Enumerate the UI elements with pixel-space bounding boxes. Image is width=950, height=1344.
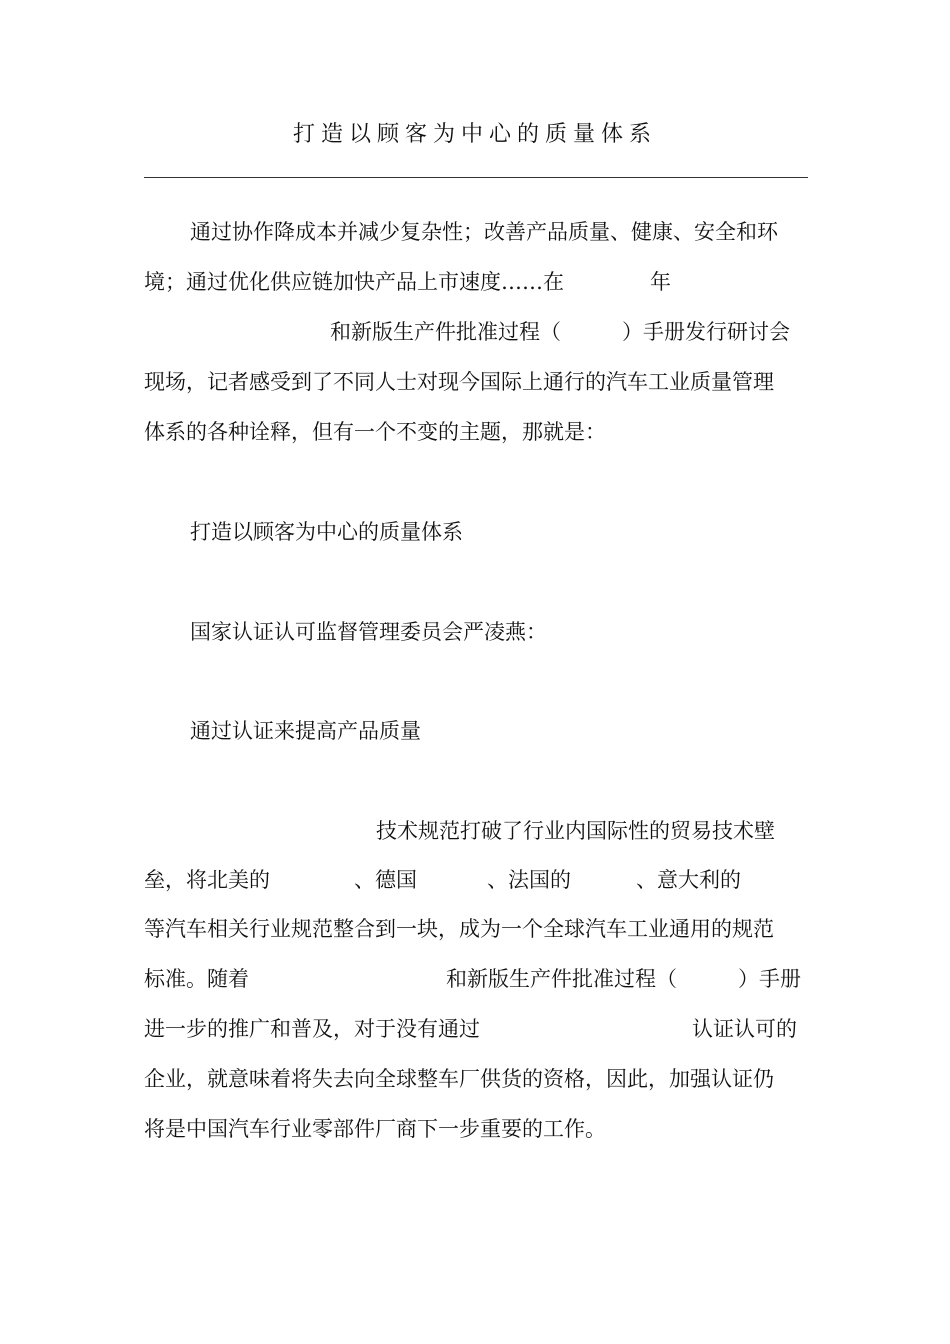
body-line-4b: 和新版生产件批准过程（ [446,967,677,991]
speaker-label: 国家认证认可监督管理委员会严凌燕： [190,620,547,644]
body-line-5a: 进一步的推广和普及，对于没有通过 [144,1017,480,1041]
intro-line-5: 体系的各种诠释，但有一个不变的主题，那就是： [144,420,606,444]
body-line-2d: 、意大利的 [636,868,741,892]
body-line-7: 将是中国汽车行业零部件厂商下一步重要的工作。 [144,1117,606,1141]
document-title: 打造以顾客为中心的质量体系 [292,122,657,147]
body-line-2c: 、法国的 [487,868,571,892]
body-line-4c: ）手册 [738,967,801,991]
intro-line-3a: 和新版生产件批准过程（ [330,320,561,344]
intro-line-1: 通过协作降成本并减少复杂性；改善产品质量、健康、安全和环 [190,220,778,244]
body-line-2b: 、德国 [354,868,417,892]
title-divider [144,177,808,178]
intro-line-2a: 境；通过优化供应链加快产品上市速度……在 [144,270,564,294]
section-heading-1: 打造以顾客为中心的质量体系 [190,520,463,544]
body-line-4a: 标准。随着 [144,967,249,991]
intro-line-2b: 年 [650,270,671,294]
body-line-6: 企业，就意味着将失去向全球整车厂供货的资格，因此，加强认证仍 [144,1067,774,1091]
intro-line-3b: ）手册发行研讨会 [622,320,790,344]
section-heading-2: 通过认证来提高产品质量 [190,719,421,743]
body-line-2a: 垒，将北美的 [144,868,270,892]
intro-line-4: 现场，记者感受到了不同人士对现今国际上通行的汽车工业质量管理 [144,370,774,394]
body-line-1: 技术规范打破了行业内国际性的贸易技术壁 [376,819,775,843]
body-line-3: 等汽车相关行业规范整合到一块，成为一个全球汽车工业通用的规范 [144,917,774,941]
body-line-5b: 认证认可的 [692,1017,797,1041]
